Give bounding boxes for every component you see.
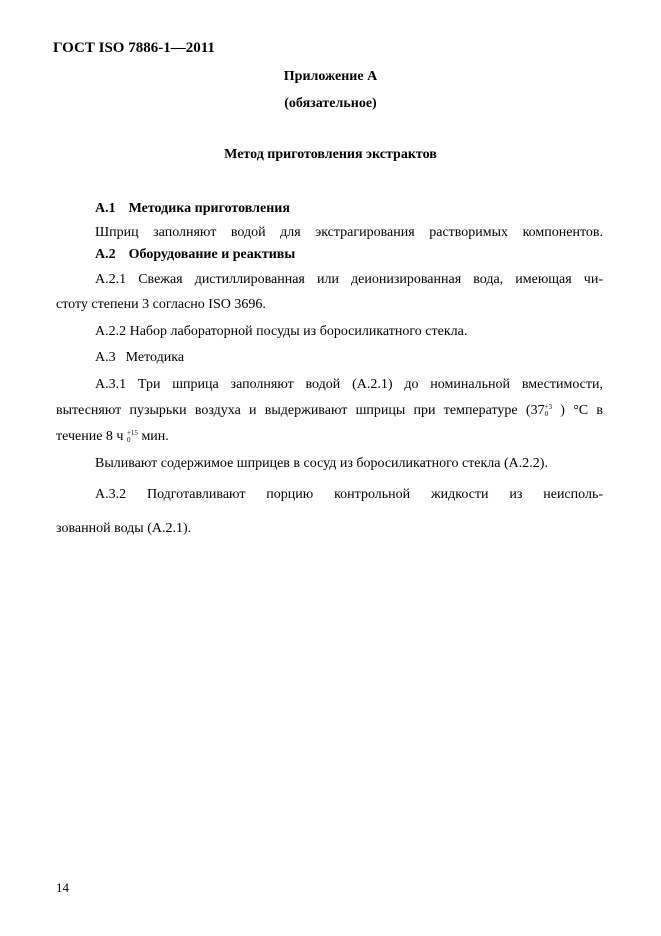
clause-a22: А.2.2 Набор лабораторной посуды из боросиликатного стекла. bbox=[95, 324, 468, 339]
time-upper: +15 bbox=[126, 428, 138, 437]
pour-instruction: Выливают содержимое шприцев в сосуд из боросиликатного стекла (А.2.2). bbox=[95, 456, 548, 471]
section-a1-number: А.1 bbox=[95, 201, 116, 216]
temperature-value bbox=[531, 403, 552, 418]
clause-a31-line2 bbox=[56, 403, 603, 419]
section-a1-title: Методика приготовления bbox=[128, 201, 290, 216]
section-a2-title: Оборудование и реактивы bbox=[128, 247, 296, 262]
clause-a31-line3-end: мин. bbox=[141, 429, 169, 444]
standard-designation: ГОСТ ISO 7886-1—2011 bbox=[53, 40, 215, 56]
annex-status: (обязательное) bbox=[284, 96, 377, 111]
clause-a32-line1: А.3.2 Подготавливают порцию контрольной жидкости из неисполь- bbox=[95, 487, 603, 502]
clause-a32-line2: зованной воды (А.2.1). bbox=[56, 521, 192, 536]
clause-a31-line3-text: течение 8 ч bbox=[56, 429, 124, 444]
time-lower: 0 bbox=[126, 435, 131, 444]
section-a3-heading bbox=[95, 350, 184, 366]
time-tolerance bbox=[127, 430, 138, 444]
clause-a21-line2: стоту степени 3 согласно ISO 3696. bbox=[56, 297, 266, 312]
section-a3-title: Методика bbox=[125, 350, 185, 365]
section-a1-text: Шприц заполняют водой для экстрагирования растворимых компонентов. bbox=[95, 225, 603, 240]
clause-a31-line2-text: вытесняют пузырьки воздуха и выдерживают шприцы при температуре ( bbox=[56, 403, 531, 418]
temperature-lower: 0 bbox=[544, 409, 549, 418]
temperature-tolerance bbox=[545, 404, 552, 418]
section-a2-heading bbox=[95, 247, 295, 263]
clause-a31-line1: А.3.1 Три шприца заполняют водой (А.2.1) до номинальной вместимости, bbox=[95, 377, 603, 392]
clause-a31-line3 bbox=[56, 429, 169, 445]
section-a2-number: А.2 bbox=[95, 247, 116, 262]
clause-a21-line1: А.2.1 Свежая дистиллированная или деионизированная вода, имеющая чи- bbox=[95, 272, 603, 287]
temperature-upper: +3 bbox=[544, 402, 553, 411]
annex-title: Приложение А bbox=[283, 69, 378, 84]
page-number: 14 bbox=[56, 880, 69, 895]
temperature-base: 37 bbox=[530, 403, 545, 418]
method-title: Метод приготовления экстрактов bbox=[224, 147, 437, 162]
section-a3-number: А.3 bbox=[95, 350, 116, 365]
clause-a31-line2-end: ) °С в bbox=[560, 403, 603, 418]
section-a1-heading bbox=[95, 201, 290, 217]
